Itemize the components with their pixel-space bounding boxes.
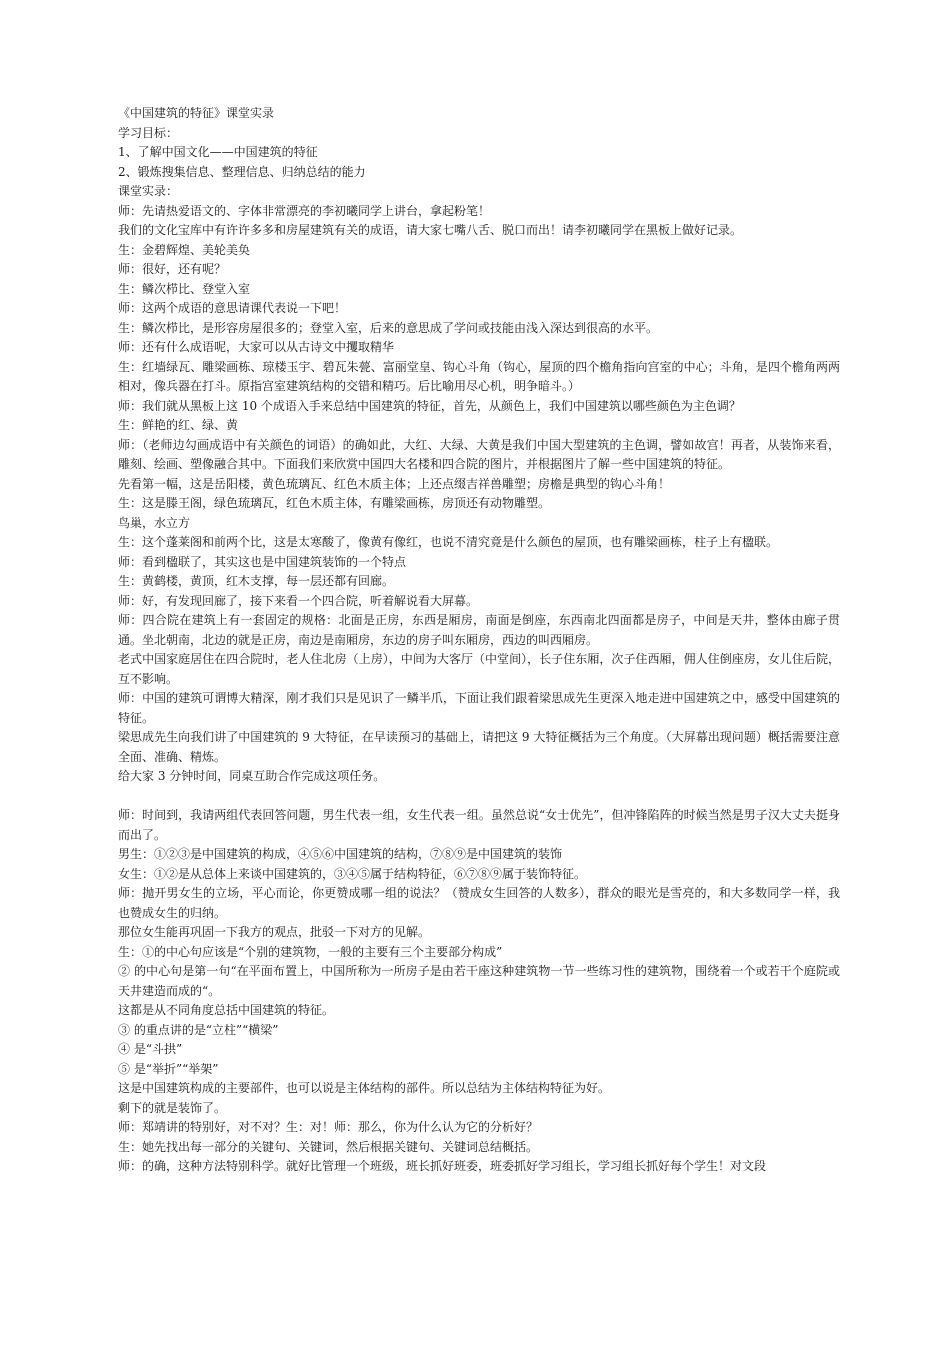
paragraph: 师：抛开男女生的立场，平心而论，你更赞成哪一组的说法？（赞成女生回答的人数多），群众的眼光是雪亮的，和大多数同学一样，我也赞成女生的归纳。 xyxy=(118,886,840,920)
paragraph: 师：的确，这种方法特别科学。就好比管理一个班级，班长抓好班委，班委抓好学习组长，学习组长抓好每个学生！对文段 xyxy=(118,1159,767,1173)
paragraph: 剩下的就是装饰了。 xyxy=(118,1100,227,1115)
paragraph: 生：①的中心句应该是“个别的建筑物，一般的主要有三个主要部分构成” xyxy=(118,944,503,959)
section-heading: 课堂实录： xyxy=(118,184,179,198)
paragraph: 师：这两个成语的意思请课代表说一下吧！ xyxy=(118,301,347,315)
paragraph: 给大家 3 分钟时间，同桌互助合作完成这项任务。 xyxy=(118,769,386,783)
paragraph: 师：郑靖讲的特别好，对不对？生：对！师：那么，你为什么认为它的分析好？ xyxy=(118,1120,539,1134)
paragraph: 生：她先找出每一部分的关键句、关键词，然后根据关键句、关键词总结概括。 xyxy=(118,1139,539,1154)
section-heading: 学习目标： xyxy=(118,125,179,140)
paragraph: ⑤ 是“举折”“举架” xyxy=(118,1061,219,1076)
paragraph: 生：这个蓬莱阁和前两个比，这是太寒酸了，像黄有像红，也说不清究竟是什么颜色的屋顶，也有雕梁画栋，柱子上有楹联。 xyxy=(118,535,779,549)
paragraph: 先看第一幅，这是岳阳楼，黄色琉璃瓦、红色木质主体；上还点缀吉祥兽雕塑；房檐是典型的钩心斗角！ xyxy=(118,476,671,491)
paragraph: 生：鳞次栉比、登堂入室 xyxy=(118,281,251,296)
paragraph: 师：四合院在建筑上有一套固定的规格：北面是正房，东西是厢房，南面是倒座，东西南北四面都是房子，中间是天井，整体由廊子贯通。坐北朝南，北边的就是正房，南边是南厢房，东边的房子叫东厢房，西边的叫西厢房。 xyxy=(118,613,840,647)
paragraph: 师：我们就从黑板上这 10 个成语入手来总结中国建筑的特征，首先，从颜色上，我们中国建筑以哪些颜色为主色调？ xyxy=(118,398,741,413)
paragraph: 生：金碧辉煌、美轮美奂 xyxy=(118,242,251,257)
paragraph: 生：鲜艳的红、绿、黄 xyxy=(118,418,239,432)
paragraph: 梁思成先生向我们讲了中国建筑的 9 大特征，在早读预习的基础上，请把这 9 大特征概括为三个角度。（大屏幕出现问题）概括需要注意全面、准确、精炼。 xyxy=(118,730,840,764)
paragraph: 那位女生能再巩固一下我方的观点，批驳一下对方的见解。 xyxy=(118,925,431,939)
paragraph: 师：先请热爱语文的、字体非常漂亮的李初曦同学上讲台，拿起粉笔！ xyxy=(118,203,491,218)
paragraph: 男生：①②③是中国建筑的构成，④⑤⑥中国建筑的结构，⑦⑧⑨是中国建筑的装饰 xyxy=(118,847,563,861)
paragraph: 师：（老师边勾画成语中有关颜色的词语）的确如此，大红、大绿、大黄是我们中国大型建筑的主色调，譬如故宫！再者，从装饰来看，雕刻、绘画、塑像融合其中。下面我们来欣赏中国四大名楼和四合院的图片，并根据图片了解一些中国建筑的特征。 xyxy=(118,437,840,471)
paragraph: ③ 的重点讲的是“立柱”“横梁” xyxy=(118,1022,279,1037)
blank-line xyxy=(118,787,840,807)
document-body xyxy=(118,104,840,1177)
paragraph: ④ 是“斗拱” xyxy=(118,1042,183,1056)
goal-item: 1、了解中国文化——中国建筑的特征 xyxy=(118,145,318,159)
paragraph: 师：好，有发现回廊了，接下来看一个四合院，听着解说看大屏幕。 xyxy=(118,593,479,608)
paragraph: 生：黄鹤楼，黄顶，红木支撑，每一层还都有回廊。 xyxy=(118,574,395,588)
paragraph: ② 的中心句是第一句“在平面布置上，中国所称为一所房子是由若干座这种建筑物一节一些练习性的建筑物，围绕着一个或若干个庭院或天井建造而成的“。 xyxy=(118,964,840,998)
paragraph: 生：鳞次栉比，是形容房屋很多的；登堂入室，后来的意思成了学问或技能由浅入深达到很高的水平。 xyxy=(118,320,659,335)
paragraph: 师：还有什么成语呢，大家可以从古诗文中攫取精华 xyxy=(118,340,395,354)
paragraph: 我们的文化宝库中有许许多多和房屋建筑有关的成语，请大家七嘴八舌、脱口而出！请李初曦同学在黑板上做好记录。 xyxy=(118,223,743,237)
document-title: 《中国建筑的特征》课堂实录 xyxy=(118,106,275,120)
paragraph: 老式中国家庭居住在四合院时，老人住北房（上房），中间为大客厅（中堂间），长子住东厢，次子住西厢，佣人住倒座房，女儿住后院，互不影响。 xyxy=(118,652,840,686)
paragraph: 女生：①②是从总体上来谈中国建筑的，③④⑤属于结构特征，⑥⑦⑧⑨属于装饰特征。 xyxy=(118,866,587,881)
paragraph: 师：很好，还有呢？ xyxy=(118,262,227,276)
paragraph: 生：红墙绿瓦、雕梁画栋、琼楼玉宇、碧瓦朱甍、富丽堂皇、钩心斗角（钩心，屋顶的四个檐角指向宫室的中心；斗角，是四个檐角两两相对，像兵器在打斗。原指宫室建筑结构的交错和精巧。后比喻用尽心机，明争暗斗。） xyxy=(118,359,840,393)
paragraph: 师：中国的建筑可谓博大精深，刚才我们只是见识了一鳞半爪，下面让我们跟着梁思成先生更深入地走进中国建筑之中，感受中国建筑的特征。 xyxy=(118,691,840,725)
goal-item: 2、锻炼搜集信息、整理信息、归纳总结的能力 xyxy=(118,164,366,179)
paragraph: 鸟巢，水立方 xyxy=(118,515,191,530)
paragraph: 这是中国建筑构成的主要部件，也可以说是主体结构的部件。所以总结为主体结构特征为好。 xyxy=(118,1081,611,1095)
paragraph: 这都是从不同角度总括中国建筑的特征。 xyxy=(118,1003,335,1017)
paragraph: 生：这是滕王阁，绿色琉璃瓦，红色木质主体，有雕梁画栋，房顶还有动物雕塑。 xyxy=(118,496,551,510)
paragraph: 师：看到楹联了，其实这也是中国建筑装饰的一个特点 xyxy=(118,554,407,569)
paragraph: 师：时间到，我请两组代表回答问题，男生代表一组，女生代表一组。虽然总说“女士优先”，但冲锋陷阵的时候当然是男子汉大丈夫挺身而出了。 xyxy=(118,808,840,842)
